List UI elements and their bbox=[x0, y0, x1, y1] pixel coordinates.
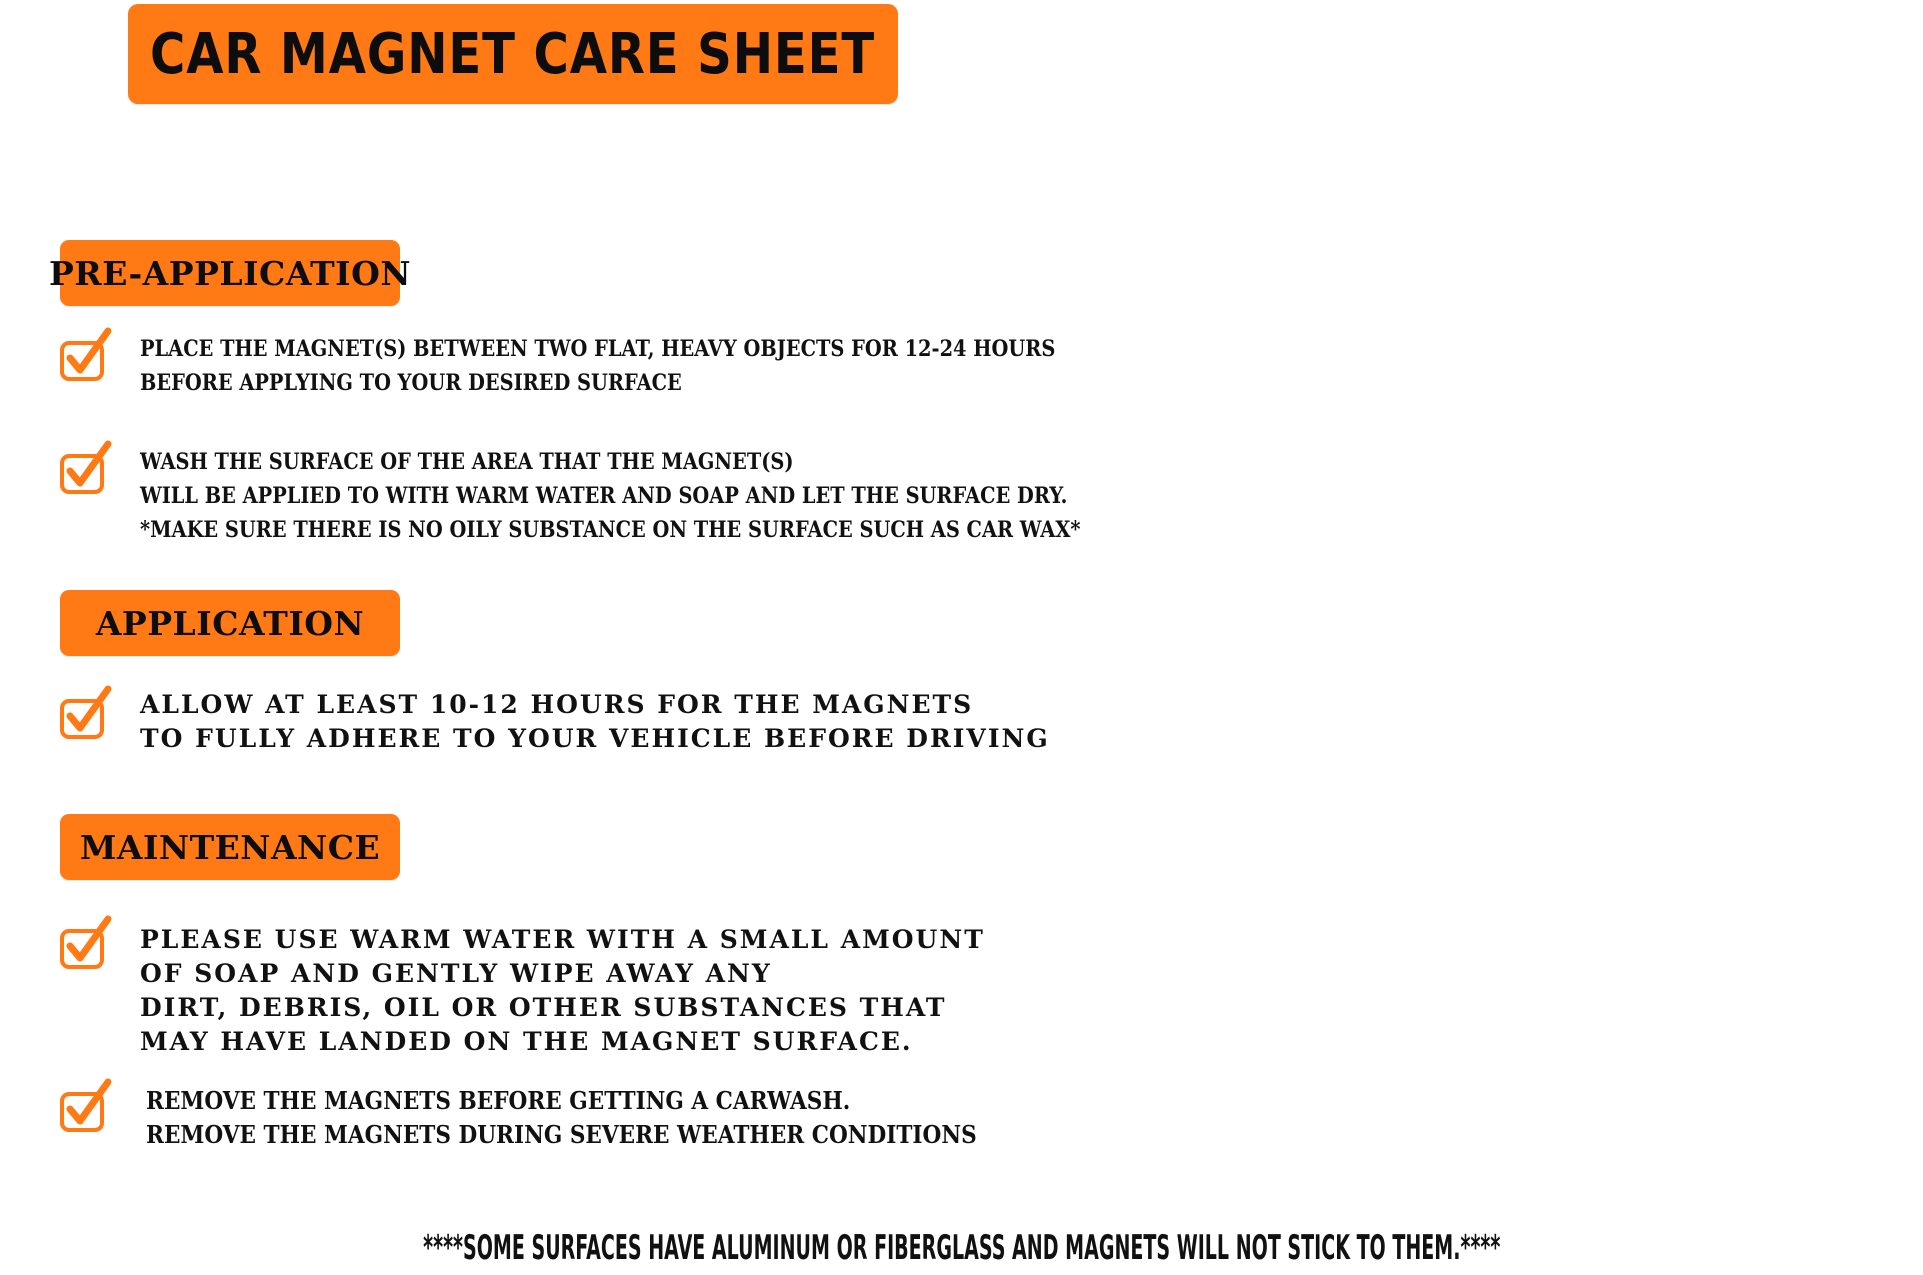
item-line: ALLOW AT LEAST 10-12 HOURS FOR THE MAGNETS bbox=[140, 690, 974, 719]
section-header-maintenance bbox=[60, 814, 400, 880]
section-heading: MAINTENANCE bbox=[79, 827, 381, 867]
care-item-pre-1 bbox=[140, 332, 1056, 400]
care-item-application-1 bbox=[140, 688, 1050, 756]
title-banner bbox=[128, 4, 898, 104]
item-line: PLEASE USE WARM WATER WITH A SMALL AMOUNT bbox=[140, 925, 985, 954]
checkbox-check-icon bbox=[58, 913, 112, 973]
item-line: BEFORE APPLYING TO YOUR DESIRED SURFACE bbox=[140, 370, 682, 396]
footer-note-text: ****SOME SURFACES HAVE ALUMINUM OR FIBERGLASS AND MAGNETS WILL NOT STICK TO THEM.**** bbox=[423, 1228, 1501, 1268]
checkbox-check-icon bbox=[58, 1076, 112, 1136]
section-heading: APPLICATION bbox=[95, 603, 365, 643]
checkbox-check-icon bbox=[58, 325, 112, 385]
care-item-maintenance-2 bbox=[146, 1084, 977, 1152]
item-line: TO FULLY ADHERE TO YOUR VEHICLE BEFORE DRIVING bbox=[140, 724, 1050, 753]
item-line: PLACE THE MAGNET(S) BETWEEN TWO FLAT, HEAVY OBJECTS FOR 12-24 HOURS bbox=[140, 336, 1056, 362]
checkbox-check-icon bbox=[58, 683, 112, 743]
section-header-application bbox=[60, 590, 400, 656]
item-line: REMOVE THE MAGNETS DURING SEVERE WEATHER CONDITIONS bbox=[146, 1120, 977, 1149]
section-header-pre-application bbox=[48, 240, 412, 306]
footer-note bbox=[0, 1228, 1501, 1268]
checkbox-check-icon bbox=[58, 438, 112, 498]
page-title: CAR MAGNET CARE SHEET bbox=[150, 21, 876, 87]
item-line: WASH THE SURFACE OF THE AREA THAT THE MAGNET(S) bbox=[140, 449, 794, 475]
care-item-pre-2 bbox=[140, 445, 1081, 547]
item-line: OF SOAP AND GENTLY WIPE AWAY ANY bbox=[140, 959, 772, 988]
item-line: WILL BE APPLIED TO WITH WARM WATER AND SOAP AND LET THE SURFACE DRY. bbox=[140, 483, 1068, 509]
care-item-maintenance-1 bbox=[140, 923, 1004, 1059]
item-line: MAY HAVE LANDED ON THE MAGNET SURFACE. bbox=[140, 1027, 913, 1056]
item-line: DIRT, DEBRIS, OIL OR OTHER SUBSTANCES THAT bbox=[140, 993, 947, 1022]
section-heading: PRE-APPLICATION bbox=[48, 253, 412, 293]
item-line: *MAKE SURE THERE IS NO OILY SUBSTANCE ON THE SURFACE SUCH AS CAR WAX* bbox=[140, 517, 1081, 543]
item-line: REMOVE THE MAGNETS BEFORE GETTING A CARWASH. bbox=[146, 1086, 851, 1115]
